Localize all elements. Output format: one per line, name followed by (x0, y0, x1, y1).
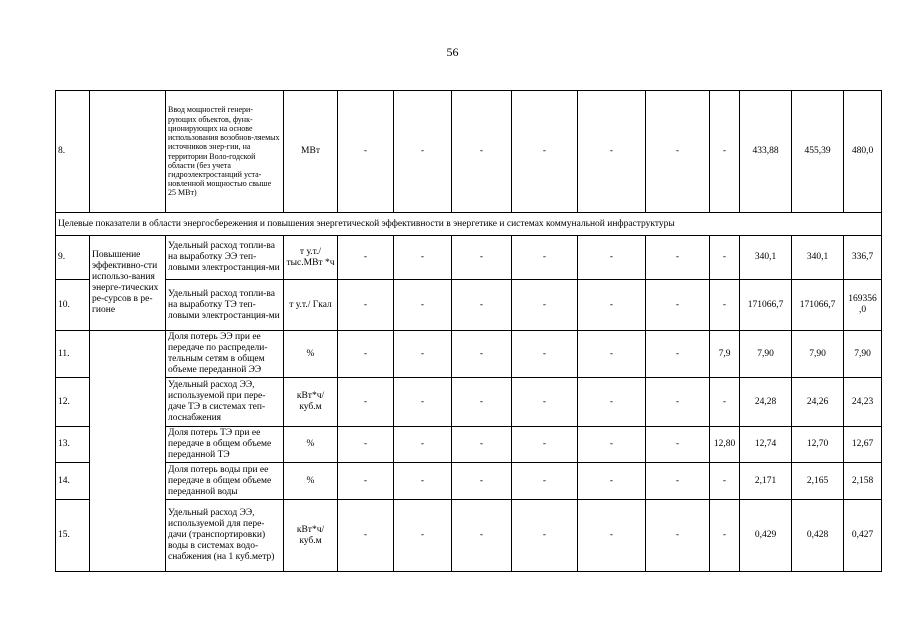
value-cell: 24,26 (792, 378, 844, 427)
value-cell: - (512, 236, 578, 280)
indicator-name: Удельный расход ЭЭ, используемой для пере-дачи (транспортировки) воды в системах водо-снабжения (на 1 куб.метр) (166, 500, 284, 572)
value-cell: - (512, 91, 578, 213)
value-cell: 480,0 (844, 91, 882, 213)
value-cell: - (646, 500, 710, 572)
value-cell: 455,39 (792, 91, 844, 213)
value-cell: - (512, 280, 578, 331)
value-cell: - (394, 500, 452, 572)
value-cell: - (452, 427, 512, 463)
value-cell: - (338, 463, 394, 500)
value-cell: - (710, 463, 740, 500)
value-cell: 12,67 (844, 427, 882, 463)
value-cell: - (512, 500, 578, 572)
table-row-12 (56, 378, 882, 427)
unit-cell: % (284, 331, 338, 378)
unit-cell: % (284, 427, 338, 463)
table-row-11 (56, 331, 882, 378)
value-cell: 24,23 (844, 378, 882, 427)
group-cell-empty (90, 331, 166, 572)
value-cell: 340,1 (792, 236, 844, 280)
value-cell: - (394, 91, 452, 213)
value-cell: 340,1 (740, 236, 792, 280)
value-cell: - (710, 91, 740, 213)
value-cell: - (394, 463, 452, 500)
indicator-name: Удельный расход топли-ва на выработку ЭЭ теп-ловыми электростанция-ми (166, 236, 284, 280)
value-cell: - (452, 500, 512, 572)
unit-cell: кВт*ч/ куб.м (284, 378, 338, 427)
value-cell: - (338, 378, 394, 427)
value-cell: 171066,7 (792, 280, 844, 331)
unit-cell: кВт*ч/ куб.м (284, 500, 338, 572)
value-cell: - (338, 331, 394, 378)
value-cell: - (452, 236, 512, 280)
value-cell: - (338, 427, 394, 463)
value-cell: - (512, 331, 578, 378)
value-cell: - (578, 331, 646, 378)
value-cell: 2,158 (844, 463, 882, 500)
indicator-name: Доля потерь ЭЭ при ее передаче по распредели-тельным сетям в общем объеме переданной ЭЭ (166, 331, 284, 378)
indicator-name: Ввод мощностей генери-рующих объектов, функ-ционирующих на основе использования возобнов-ляемых источников энер-гии, на территории Воло-годской области (без учета гидроэлектростанций уста-новленной мощностью свыше 25 МВт) (166, 91, 284, 213)
value-cell: - (578, 463, 646, 500)
indicator-name: Доля потерь ТЭ при ее передаче в общем объеме переданной ТЭ (166, 427, 284, 463)
value-cell: 12,80 (710, 427, 740, 463)
unit-cell: т у.т./ тыс.МВт *ч (284, 236, 338, 280)
value-cell: - (710, 500, 740, 572)
indicator-name: Доля потерь воды при ее передаче в общем объеме переданной воды (166, 463, 284, 500)
value-cell: 12,74 (740, 427, 792, 463)
table-row-13 (56, 427, 882, 463)
value-cell: - (338, 280, 394, 331)
value-cell: 12,70 (792, 427, 844, 463)
value-cell: 2,171 (740, 463, 792, 500)
value-cell: 336,7 (844, 236, 882, 280)
value-cell: - (578, 500, 646, 572)
value-cell: 2,165 (792, 463, 844, 500)
row-number: 12. (56, 378, 90, 427)
indicators-table (55, 90, 882, 572)
value-cell: - (512, 378, 578, 427)
row-number: 11. (56, 331, 90, 378)
value-cell: - (578, 378, 646, 427)
value-cell: - (578, 427, 646, 463)
value-cell: 171066,7 (740, 280, 792, 331)
value-cell: - (710, 236, 740, 280)
value-cell: - (578, 236, 646, 280)
table-row-8 (56, 91, 882, 213)
value-cell: 0,429 (740, 500, 792, 572)
indicator-name: Удельный расход топли-ва на выработку ТЭ теп-ловыми электростанция-ми (166, 280, 284, 331)
unit-cell: МВт (284, 91, 338, 213)
row-number: 8. (56, 91, 90, 213)
value-cell: 433,88 (740, 91, 792, 213)
value-cell: - (646, 91, 710, 213)
value-cell: - (646, 236, 710, 280)
indicator-name: Удельный расход ЭЭ, используемой при пере-даче ТЭ в системах теп-лоснабжения (166, 378, 284, 427)
value-cell: - (452, 91, 512, 213)
row-number: 15. (56, 500, 90, 572)
value-cell: - (512, 463, 578, 500)
group-cell-empty (90, 91, 166, 213)
value-cell: - (578, 91, 646, 213)
row-number: 10. (56, 280, 90, 331)
value-cell: - (452, 331, 512, 378)
row-number: 9. (56, 236, 90, 280)
value-cell: - (394, 331, 452, 378)
value-cell: - (646, 331, 710, 378)
table-row-15 (56, 500, 882, 572)
value-cell: 24,28 (740, 378, 792, 427)
group-label: Повышение эффективно-сти использо-вания энерге-тических ре-сурсов в ре-гионе (90, 236, 166, 331)
value-cell: - (338, 500, 394, 572)
table-row-10 (56, 280, 882, 331)
value-cell: - (646, 378, 710, 427)
value-cell: 0,428 (792, 500, 844, 572)
value-cell: 7,9 (710, 331, 740, 378)
value-cell: - (578, 280, 646, 331)
value-cell: 7,90 (740, 331, 792, 378)
table-row-14 (56, 463, 882, 500)
value-cell: - (338, 236, 394, 280)
value-cell: - (512, 427, 578, 463)
section-heading-row (56, 213, 882, 236)
value-cell: 169356 ,0 (844, 280, 882, 331)
value-cell: 7,90 (844, 331, 882, 378)
value-cell: 0,427 (844, 500, 882, 572)
table-row-9 (56, 236, 882, 280)
unit-cell: % (284, 463, 338, 500)
section-heading: Целевые показатели в области энергосбережения и повышения энергетической эффективности в энергетике и системах коммунальной инфраструктуры (56, 213, 882, 236)
value-cell: - (394, 236, 452, 280)
value-cell: - (710, 378, 740, 427)
value-cell: - (710, 280, 740, 331)
value-cell: - (338, 91, 394, 213)
value-cell: - (452, 378, 512, 427)
value-cell: - (646, 463, 710, 500)
page-number: 56 (446, 45, 459, 59)
row-number: 13. (56, 427, 90, 463)
value-cell: - (394, 427, 452, 463)
value-cell: - (394, 378, 452, 427)
value-cell: - (452, 280, 512, 331)
unit-cell: т у.т./ Гкал (284, 280, 338, 331)
value-cell: 7,90 (792, 331, 844, 378)
value-cell: - (646, 427, 710, 463)
value-cell: - (394, 280, 452, 331)
value-cell: - (452, 463, 512, 500)
value-cell: - (646, 280, 710, 331)
row-number: 14. (56, 463, 90, 500)
